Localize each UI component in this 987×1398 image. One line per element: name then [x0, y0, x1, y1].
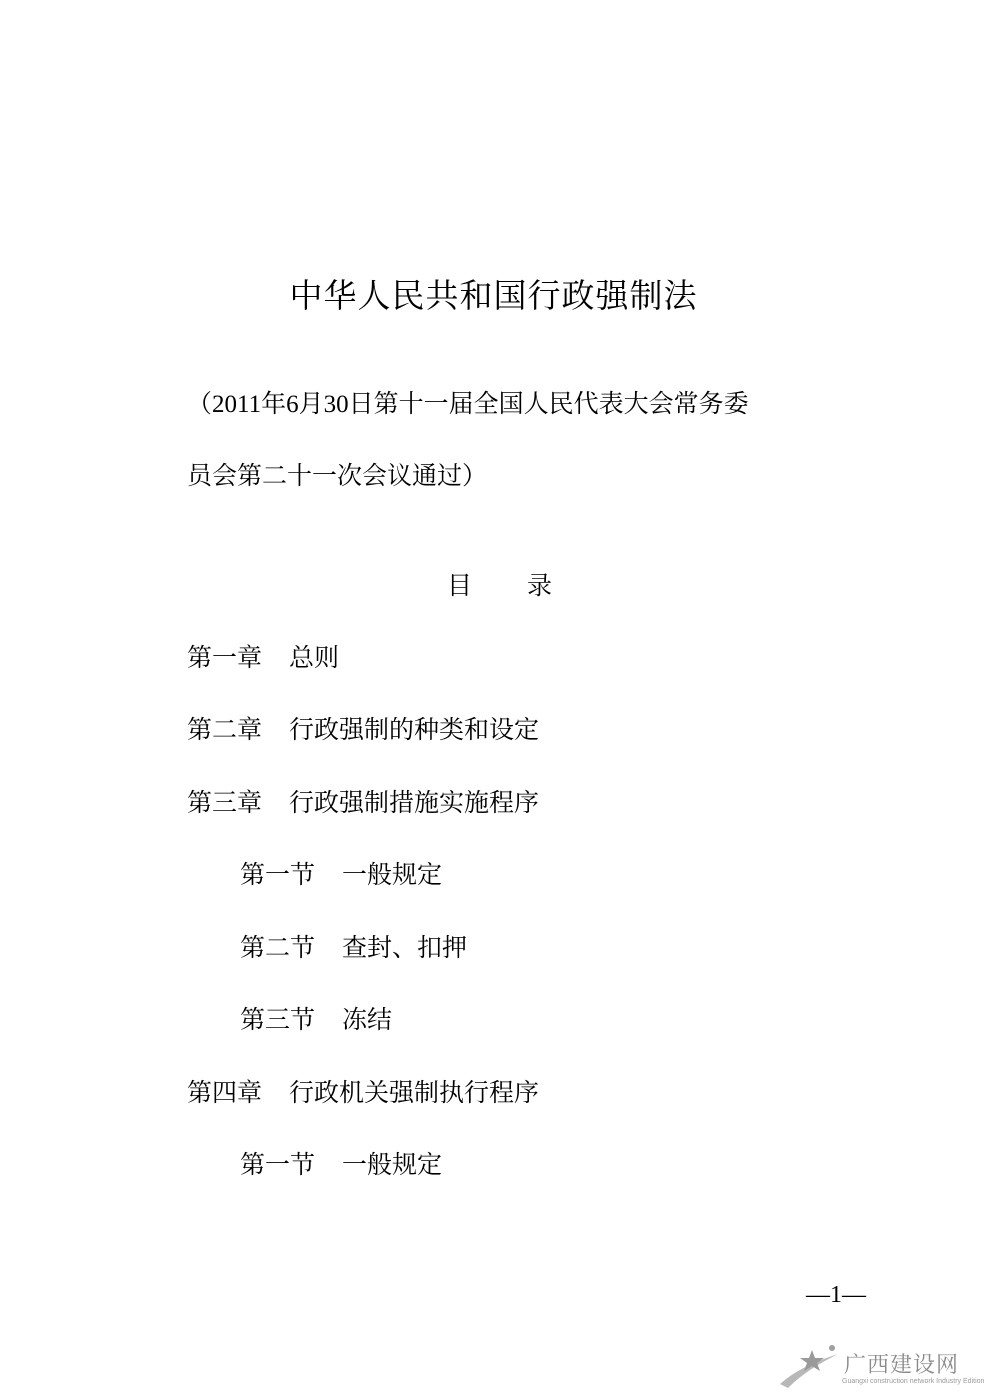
- adoption-note-day: 30: [323, 391, 349, 418]
- watermark-subtitle: Guangxi construction network Industry Edition: [842, 1378, 985, 1385]
- toc-entry-text: 行政强制措施实施程序: [289, 788, 540, 817]
- adoption-note-year: 2011: [212, 391, 262, 418]
- toc-entry-chapter-3: [187, 783, 539, 819]
- toc-entry-label: 第二节: [240, 933, 316, 962]
- adoption-note-rest: 日第十一届全国人民代表大会常务委: [348, 389, 749, 418]
- site-watermark: [778, 1340, 983, 1392]
- adoption-note-line-2: 员会第二十一次会议通过）: [187, 461, 488, 490]
- toc-entry-text: 查封、扣押: [342, 933, 468, 962]
- document-title: 中华人民共和国行政强制法: [289, 276, 698, 315]
- toc-entry-label: 第三章: [187, 788, 263, 817]
- toc-heading-char-1: 目: [447, 571, 473, 600]
- toc-entry-text: 一般规定: [342, 1150, 443, 1179]
- toc-entry-label: 第一节: [240, 1150, 316, 1179]
- toc-entry-label: 第一章: [187, 643, 263, 672]
- toc-entry-section-3-1: [240, 855, 442, 891]
- adoption-note-month: 6: [286, 391, 299, 418]
- adoption-note-nian: 年: [261, 389, 287, 418]
- toc-entry-chapter-4: [187, 1073, 539, 1109]
- toc-entry-text: 一般规定: [342, 860, 443, 889]
- toc-heading-char-2: 录: [527, 571, 553, 600]
- adoption-note-open-paren: （: [187, 389, 213, 418]
- toc-entry-label: 第二章: [187, 715, 263, 744]
- toc-heading: [447, 566, 552, 602]
- star-swoosh-logo-icon: [778, 1340, 842, 1392]
- toc-entry-text: 冻结: [342, 1005, 393, 1034]
- toc-entry-section-3-2: [240, 928, 467, 964]
- toc-entry-text: 总则: [289, 643, 340, 672]
- toc-entry-label: 第三节: [240, 1005, 316, 1034]
- adoption-note-yue: 月: [298, 389, 324, 418]
- toc-entry-label: 第四章: [187, 1078, 263, 1107]
- adoption-note-line-1: [187, 384, 749, 420]
- watermark-site-name: 广西建设网: [844, 1353, 960, 1378]
- toc-entry-section-3-3: [240, 1000, 392, 1036]
- toc-entry-text: 行政强制的种类和设定: [289, 715, 540, 744]
- toc-entry-chapter-1: [187, 638, 339, 674]
- toc-entry-section-4-1: [240, 1145, 442, 1181]
- page-number: —1—: [806, 1282, 866, 1308]
- toc-entry-label: 第一节: [240, 860, 316, 889]
- toc-entry-chapter-2: [187, 710, 539, 746]
- toc-entry-text: 行政机关强制执行程序: [289, 1078, 540, 1107]
